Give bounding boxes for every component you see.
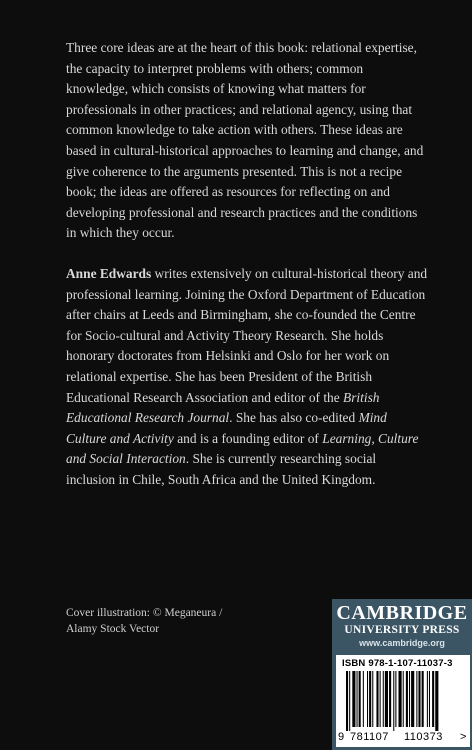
journal-title: Learning, Culture and Social Interaction <box>66 430 419 467</box>
credit-line: Alamy Stock Vector <box>66 622 160 635</box>
barcode-bar <box>409 671 410 727</box>
bio-text: writes extensively on cultural-historical theory and professional learning. Joining the Oxford Department of Education after chairs at Leeds and Birmingham, she co-founded the Centre for Socio-cultural and Activity Theory Research. She holds honorary doctorates from Helsinki and Oslo for her work on relational expertise. She has been President of the British Educational Research Association and editor of the <box>66 265 428 405</box>
barcode-bar <box>389 671 391 727</box>
journal-title: Mind Culture and Activity <box>66 410 387 446</box>
barcode-bar <box>385 671 388 727</box>
barcode-bar <box>422 671 424 727</box>
barcode-bar <box>418 671 420 727</box>
barcode-bar <box>427 671 428 727</box>
author-name: Anne Edwards <box>66 265 152 281</box>
barcode-bar <box>363 671 364 727</box>
barcode-bar <box>349 671 350 731</box>
barcode-bar <box>416 671 417 727</box>
barcode-digit: 9 <box>338 731 345 743</box>
barcode-icon <box>346 671 462 731</box>
cover-illustration-credit <box>66 606 266 637</box>
barcode-bar <box>346 671 348 731</box>
barcode-arrow: > <box>460 731 467 743</box>
barcode-bar <box>369 671 371 727</box>
barcode-bar <box>357 671 358 727</box>
journal-title: British Educational Research Journal <box>66 389 380 426</box>
publisher-box <box>332 599 472 750</box>
isbn-label: ISBN 978-1-107-11037-3 <box>342 658 453 669</box>
credit-line: Cover illustration: © Meganeura / <box>66 607 223 619</box>
back-cover-blurb <box>66 38 428 490</box>
publisher-subname: UNIVERSITY PRESS <box>344 624 460 636</box>
author-bio <box>66 264 428 491</box>
barcode-bar <box>411 671 414 727</box>
barcode-bar <box>359 671 361 727</box>
barcode-bar <box>383 671 384 727</box>
bio-text: and is a founding editor of <box>173 430 323 446</box>
barcode-bar <box>429 671 430 727</box>
barcode-bar <box>393 671 394 731</box>
publisher-name: CAMBRIDGE <box>336 602 468 624</box>
barcode-bar <box>376 671 378 727</box>
barcode-bar <box>395 671 396 727</box>
blurb-paragraph: Three core ideas are at the heart of this book: relational expertise, the capacity to interpret problems with others; common knowledge, which consists of knowing what matters for professionals in other practices; and relational agency, using that common knowledge to take action with others. These ideas are based in cultural-historical approaches to learning and change, and give coherence to the arguments presented. This is not a recipe book; the ideas are offered as resources for reflecting on and developing professional and research practices and the conditions in which they occur. <box>66 40 424 241</box>
barcode-bar <box>403 671 404 727</box>
barcode-bar <box>399 671 402 727</box>
bio-text: . She has also co-edited <box>229 410 359 426</box>
barcode-digit-group: 110373 <box>404 731 443 743</box>
barcode-bar <box>380 671 381 727</box>
bio-text: . She is currently researching social inclusion in Chile, South Africa and the United Kingdom. <box>66 451 377 487</box>
barcode-digit-group: 781107 <box>350 731 389 743</box>
barcode-bar <box>432 671 434 727</box>
publisher-logo <box>332 603 472 649</box>
barcode-bar <box>352 671 355 727</box>
barcode-bar <box>406 671 408 727</box>
barcode-bar <box>435 671 438 731</box>
barcode-bar <box>367 671 368 727</box>
barcode-bar <box>372 671 373 727</box>
publisher-url: www.cambridge.org <box>359 638 445 648</box>
barcode-area <box>336 655 470 747</box>
